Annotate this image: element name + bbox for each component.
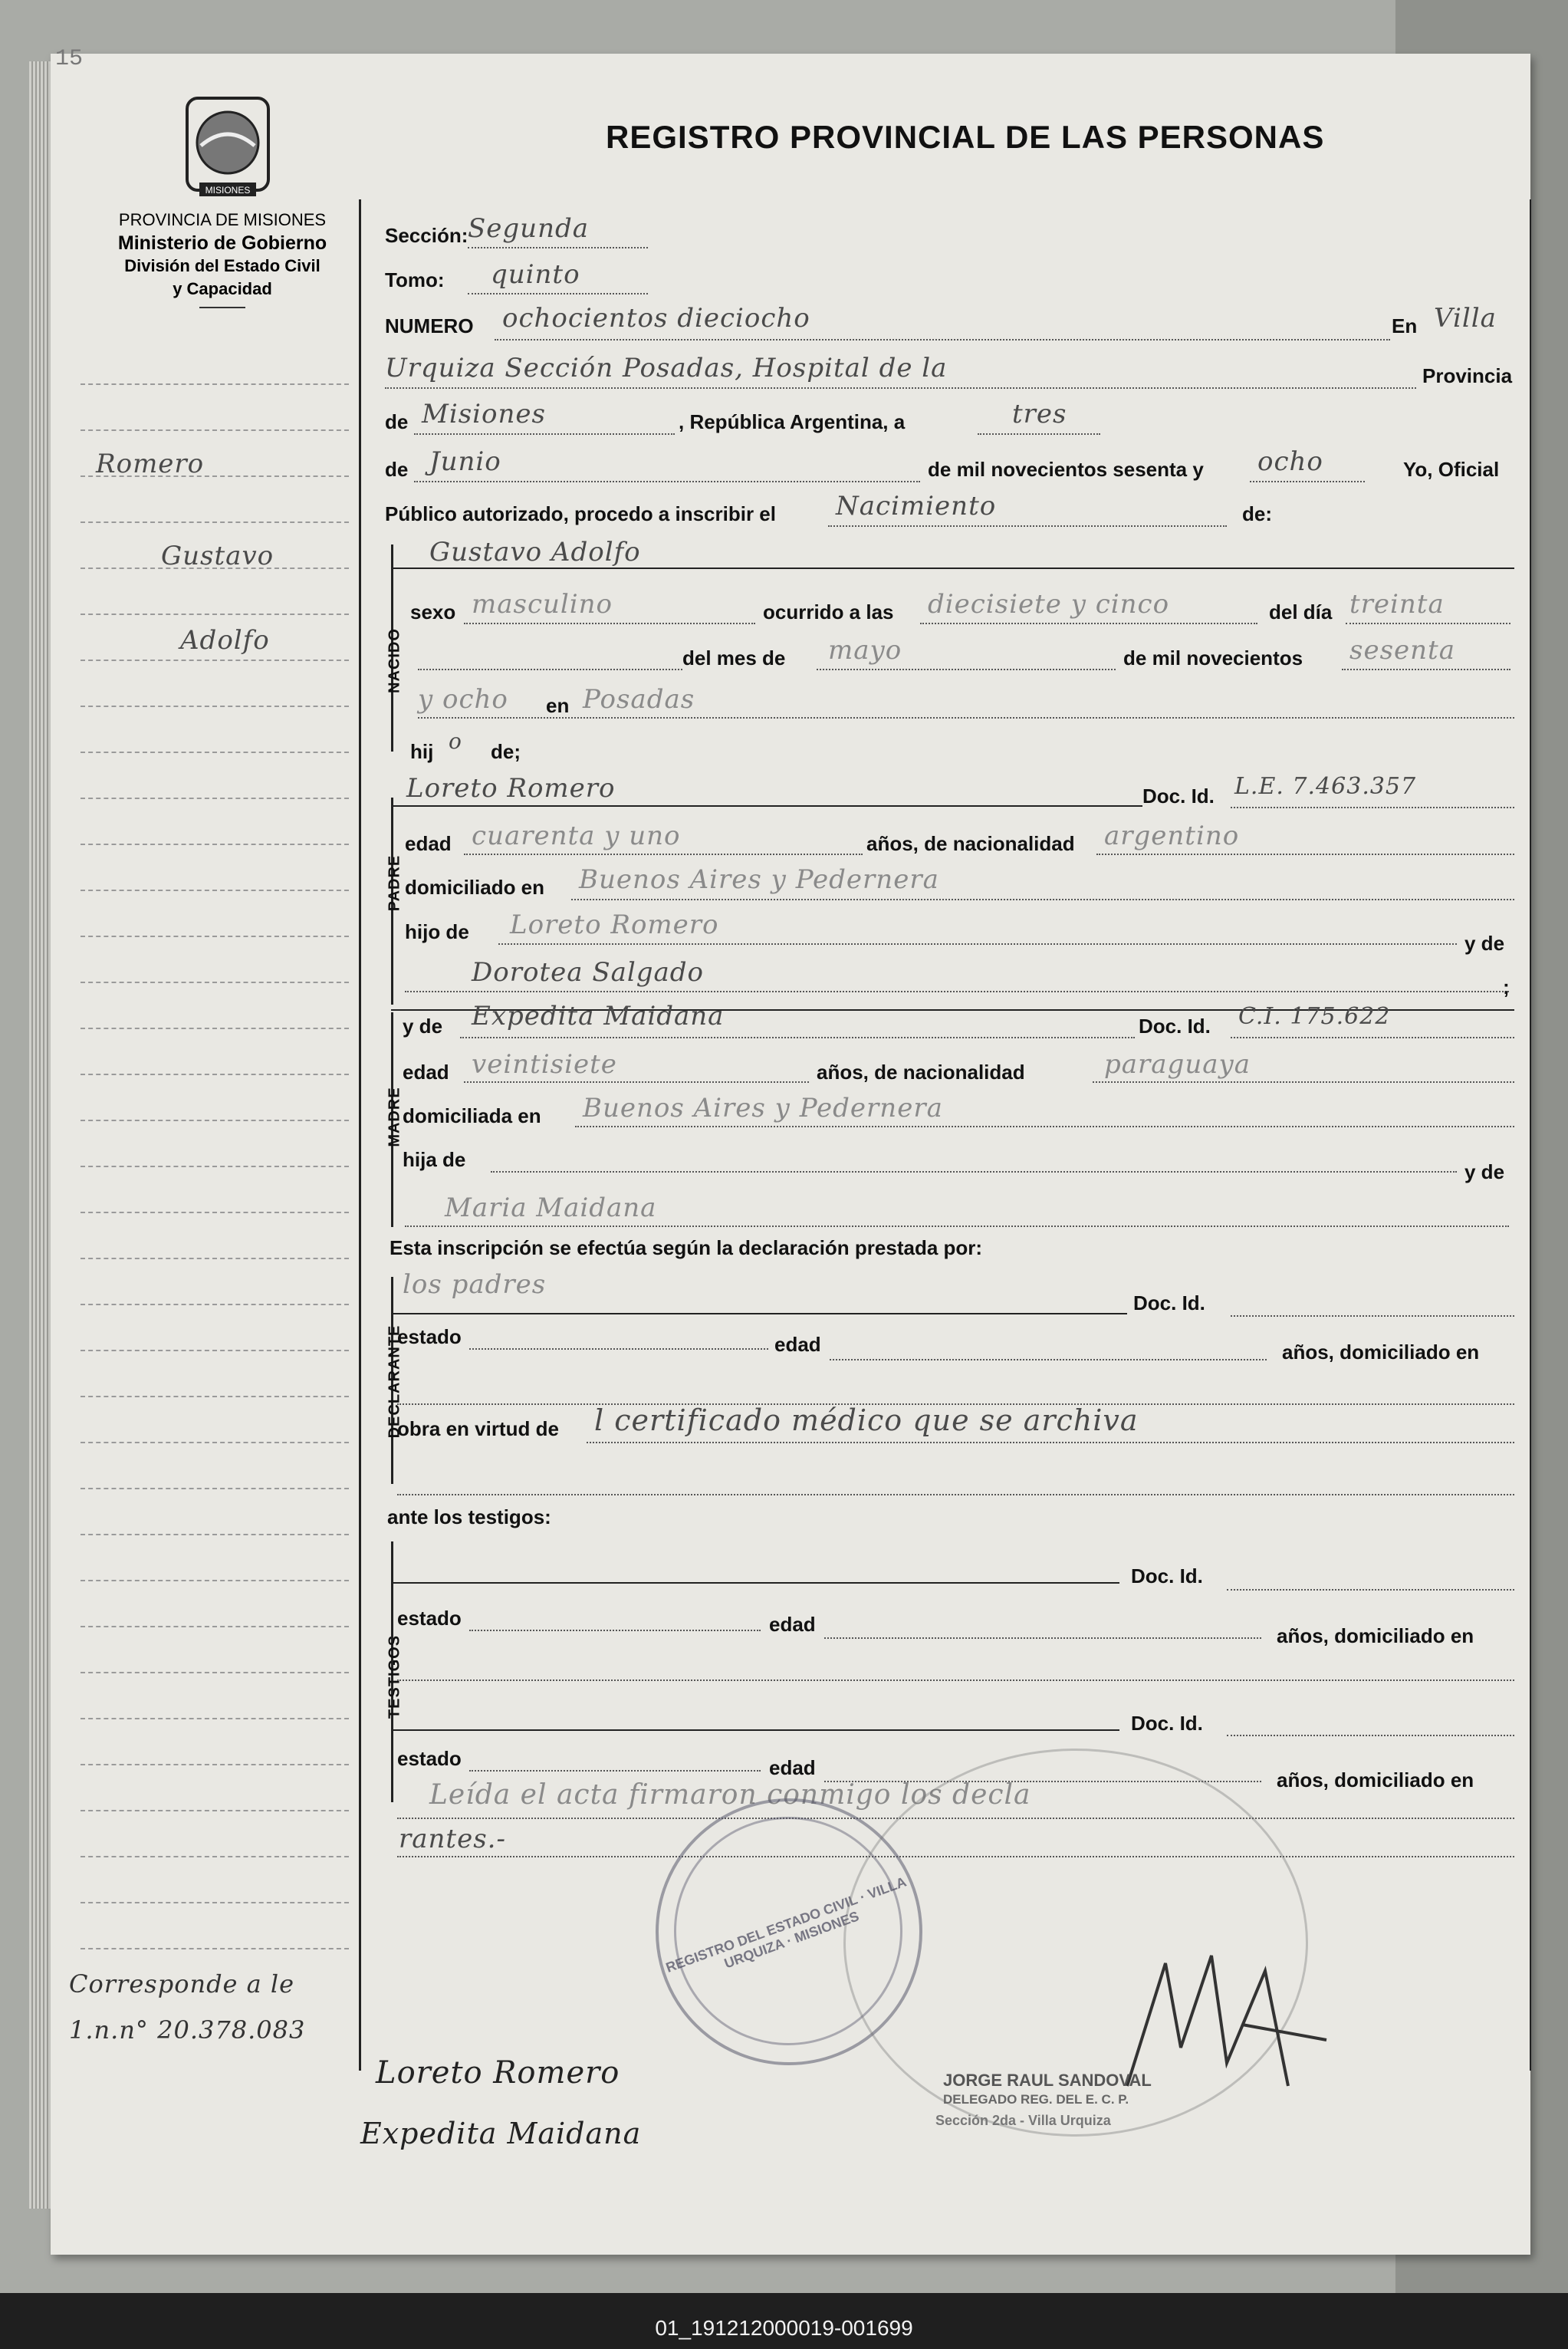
margin-rule [81,1580,349,1581]
madre-doc-label: Doc. Id. [1139,1015,1211,1038]
lugar-value: Urquiza Sección Posadas, Hospital de la [385,353,948,383]
testigo2-edad-label: edad [769,1756,816,1779]
oficial-name: JORGE RAUL SANDOVAL [943,2071,1152,2090]
sexo-value: masculino [472,589,613,620]
oficial-seccion: Sección 2da - Villa Urquiza [935,2113,1111,2128]
madre-edad-value: veintisiete [472,1049,617,1080]
del-dia-label: del día [1269,600,1333,623]
en-value: Villa [1434,303,1497,334]
padre-side-label: PADRE [386,854,403,912]
testigo2-anios-label: años, domiciliado en [1277,1768,1474,1791]
issuer-line: PROVINCIA DE MISIONES [118,210,327,229]
padre-nacionalidad: argentino [1104,821,1240,851]
declarante-estado-label: estado [397,1325,462,1348]
margin-rule [81,1488,349,1489]
mes-value: Junio [429,446,501,477]
provincia-label: Provincia [1422,364,1513,387]
declarante-anios-label: años, domiciliado en [1282,1341,1480,1364]
margin-rule [81,936,349,937]
numero-label: NUMERO [385,314,474,337]
madre-hija-de-label: hija de [403,1148,466,1171]
margin-rule [81,1304,349,1305]
testigos-intro: ante los testigos: [387,1505,551,1528]
margin-rule [81,1764,349,1765]
padre-domicilio: Buenos Aires y Pedernera [579,864,939,895]
margin-rule [81,1718,349,1719]
anio-nacimiento: sesenta [1349,635,1455,666]
stamp-text: REGISTRO DEL ESTADO CIVIL · VILLA URQUIZA · MISIONES [663,1874,909,1976]
padre-madre: Dorotea Salgado [472,957,705,988]
document-title: REGISTRO PROVINCIAL DE LAS PERSONAS [606,119,1325,155]
cierre-2: rantes.- [399,1824,506,1854]
sexo-label: sexo [410,600,456,623]
anio-nacimiento-2: y ocho [418,684,508,715]
obra-label: obra en virtud de [397,1417,559,1440]
padre-domicilio-label: domiciliado en [405,876,545,899]
testigo1-estado-label: estado [397,1607,462,1630]
tomo-value: quinto [491,259,580,290]
file-id: 01_191212000019-001699 [655,2316,913,2340]
margin-rule [81,798,349,799]
dia-value: tres [1012,399,1067,429]
firma-padre: Loreto Romero [376,2055,620,2091]
mes-nacimiento: mayo [828,635,902,666]
ocurrido-label: ocurrido a las [763,600,894,623]
madre-doc-value: C.I. 175.622 [1238,1003,1391,1030]
tomo-label: Tomo: [385,268,445,291]
de-label: de [385,410,409,433]
margin-rule [81,1856,349,1857]
seccion-label: Sección: [385,224,468,247]
madre-domicilio-label: domiciliada en [403,1104,541,1127]
margin-rule [81,1534,349,1535]
margin-rule [81,1028,349,1029]
margin-rule [81,1212,349,1213]
hijo-label: hij [410,740,434,763]
provincia-value: Misiones [422,399,546,429]
right-rule [1530,199,1531,2071]
margin-nota-1: Corresponde a le [69,1969,295,1999]
margin-rule [81,614,349,615]
obra-value: l certificado médico que se archiva [594,1403,1139,1437]
nacido-side-label: NACIDO [386,628,403,693]
del-mes-label: del mes de [682,646,786,669]
numero-value: ochocientos dieciocho [502,303,810,334]
cierre-1: Leída el acta firmaron conmigo los decla [429,1779,1031,1811]
republica-label: , República Argentina, a [679,410,906,433]
padre-edad-value: cuarenta y uno [472,821,681,851]
testigos-side-label: TESTIGOS [386,1634,403,1719]
madre-edad-label: edad [403,1061,449,1084]
margin-nombre1: Gustavo [161,541,274,571]
declaracion-intro: Esta inscripción se efectúa según la declaración prestada por: [390,1236,983,1259]
margin-rule [81,890,349,891]
margin-nombre2: Adolfo [180,625,270,656]
padre-anios-label: años, de nacionalidad [866,832,1075,855]
margin-apellido: Romero [96,449,205,479]
padre-hijo-de-label: hijo de [405,920,469,943]
issuer-block [84,209,360,308]
padre-y-de-label: y de [1464,932,1505,955]
issuer-line: Ministerio de Gobierno [117,232,327,254]
margin-rule [81,1948,349,1949]
oficial-title: DELEGADO REG. DEL E. C. P. [943,2092,1129,2107]
margin-rule [81,429,349,431]
margin-rule [81,1258,349,1259]
hijo-value: o [449,729,462,754]
margin-rule [81,1396,349,1397]
issuer-line: y Capacidad [173,279,272,298]
madre-nombre: Expedita Maidana [472,1001,725,1031]
margin-rule [81,660,349,661]
madre-side-label: MADRE [386,1087,403,1147]
en-nacimiento-label: en [546,694,570,717]
padre-nombre: Loreto Romero [406,773,616,804]
anio-value: ocho [1257,446,1323,477]
margin-rule [81,706,349,707]
testigo1-anios-label: años, domiciliado en [1277,1624,1474,1647]
padre-edad-label: edad [405,832,452,855]
madre-nacionalidad: paraguaya [1104,1049,1251,1080]
issuer-line: División del Estado Civil [124,256,321,275]
hijo-de-label: de; [491,740,521,763]
padre-doc-value: L.E. 7.463.357 [1234,773,1417,800]
margin-rule [81,1074,349,1075]
corner-mark: 15 [55,46,84,72]
margin-nota-2: 1.n.n° 20.378.083 [69,2015,306,2045]
margin-rule [81,1166,349,1167]
de-colon: de: [1242,502,1272,525]
margin-rule [81,1810,349,1811]
hora-value: diecisiete y cinco [928,589,1170,620]
margin-rule [81,383,349,385]
margin-rule [81,1442,349,1443]
padre-semicolon: ; [1503,975,1510,998]
margin-rule [81,752,349,753]
madre-y-de-label-2: y de [1464,1160,1505,1183]
padre-doc-label: Doc. Id. [1142,785,1215,808]
testigo2-doc-label: Doc. Id. [1131,1712,1203,1735]
madre-y-de-label: y de [403,1015,443,1038]
acto-value: Nacimiento [836,491,997,521]
anio-label: de mil novecientos sesenta y [928,458,1204,481]
lugar-nacimiento: Posadas [583,684,695,715]
seccion-value: Segunda [468,213,590,244]
declarante-doc-label: Doc. Id. [1133,1291,1205,1314]
dia-nacimiento: treinta [1349,589,1445,620]
margin-rule [81,521,349,523]
madre-madre: Maria Maidana [445,1193,657,1223]
en-label: En [1392,314,1418,337]
declarante-edad-label: edad [774,1333,821,1356]
mil-label: de mil novecientos [1123,646,1303,669]
declarante-value: los padres [403,1269,547,1300]
margin-rule [81,982,349,983]
margin-rule [81,1902,349,1903]
madre-anios-label: años, de nacionalidad [817,1061,1025,1084]
seal-label: MISIONES [205,185,251,196]
publico-label: Público autorizado, procedo a inscribir el [385,502,776,525]
testigo1-edad-label: edad [769,1613,816,1636]
oficial-label: Yo, Oficial [1403,458,1500,481]
padre-padre: Loreto Romero [510,910,719,940]
de-label-2: de [385,458,409,481]
column-divider [359,199,361,2071]
margin-rule [81,1350,349,1351]
margin-rule [81,1672,349,1673]
margin-rule [81,1120,349,1121]
madre-domicilio: Buenos Aires y Pedernera [583,1093,943,1124]
testigo1-doc-label: Doc. Id. [1131,1564,1203,1587]
margin-rule [81,1626,349,1627]
margin-rule [81,844,349,845]
nacido-nombre: Gustavo Adolfo [429,537,641,568]
declarante-side-label: DECLARANTE [386,1324,403,1439]
province-seal [178,92,278,203]
firma-madre: Expedita Maidana [360,2117,642,2150]
testigo2-estado-label: estado [397,1747,462,1770]
